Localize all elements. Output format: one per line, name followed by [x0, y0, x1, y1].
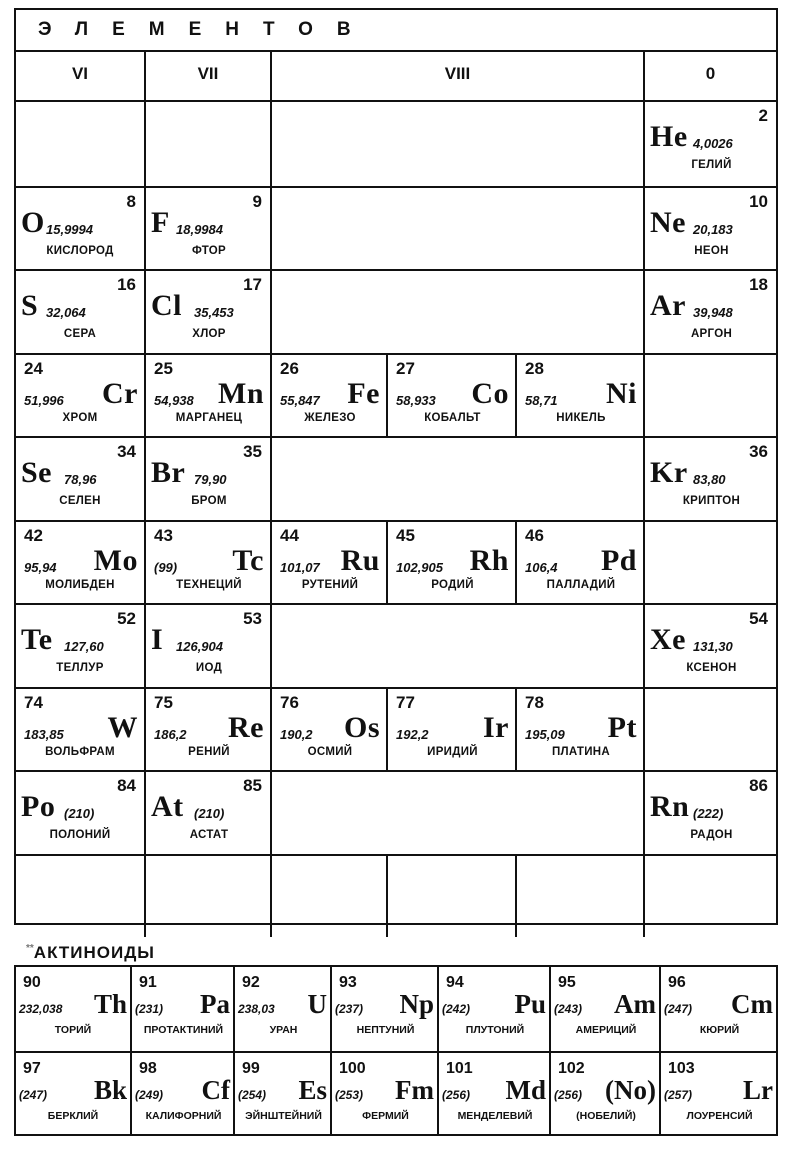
element-symbol: Ni [606, 376, 637, 410]
element-symbol: Cm [731, 989, 773, 1019]
element-symbol: Lr [743, 1074, 773, 1105]
element-cell [16, 102, 144, 186]
element-symbol: Pa [200, 989, 230, 1019]
element-symbol: Po [21, 790, 56, 823]
atomic-number: 101 [446, 1059, 473, 1077]
element-cell [643, 436, 776, 520]
atomic-number: 8 [126, 191, 136, 211]
element-cell [515, 520, 643, 604]
element-name: ХЛОР [192, 328, 226, 340]
element-cell [144, 687, 270, 771]
atomic-number: 98 [139, 1059, 157, 1077]
atomic-mass: 55,847 [280, 392, 320, 408]
atomic-number: 86 [749, 776, 768, 795]
element-cell [643, 770, 776, 854]
element-name: МАРГАНЕЦ [175, 411, 243, 424]
element-cell [16, 687, 144, 771]
atomic-number: 44 [280, 525, 299, 545]
actinoid-cell [16, 1051, 130, 1135]
element-symbol: Cr [102, 376, 138, 410]
element-symbol: Tc [232, 543, 264, 577]
element-symbol: Ar [650, 289, 686, 322]
element-cell [144, 186, 270, 270]
atomic-number: 74 [24, 692, 43, 712]
atomic-mass: 35,453 [194, 305, 234, 320]
atomic-number: 84 [117, 776, 136, 795]
element-cell [643, 854, 776, 938]
element-name: ГЕЛИЙ [691, 159, 732, 171]
element-cell [144, 854, 270, 938]
element-cell [643, 687, 776, 771]
element-symbol: Pu [514, 989, 546, 1019]
element-cell-empty [270, 603, 643, 687]
actinoid-cell [659, 1051, 776, 1135]
periodic-table-fragment [14, 8, 778, 925]
element-name: ФТОР [192, 244, 226, 257]
element-symbol: Te [21, 623, 53, 656]
element-cell [270, 520, 386, 604]
element-symbol: Es [298, 1074, 327, 1105]
element-name: (НОБЕЛИЙ) [576, 1109, 636, 1122]
element-symbol: Se [21, 456, 52, 489]
element-name: ВОЛЬФРАМ [45, 745, 115, 758]
element-cell [643, 269, 776, 353]
element-cell [144, 353, 270, 437]
atomic-number: 46 [525, 525, 544, 545]
element-symbol: Md [505, 1074, 546, 1105]
element-name: ЖЕЛЕЗО [304, 411, 356, 424]
element-cell [270, 854, 386, 938]
atomic-mass: 78,96 [64, 472, 97, 487]
atomic-mass: 192,2 [396, 726, 429, 742]
atomic-mass: 58,71 [525, 392, 558, 408]
atomic-number: 2 [758, 106, 768, 125]
atomic-mass: 54,938 [154, 392, 194, 408]
element-symbol: Rh [469, 543, 509, 577]
element-name: БРОМ [191, 495, 227, 507]
atomic-mass: (257) [664, 1087, 693, 1102]
atomic-number: 16 [117, 275, 136, 294]
atomic-number: 77 [396, 692, 415, 712]
element-cell [144, 102, 270, 186]
atomic-mass: 51,996 [24, 392, 64, 408]
element-name: ПАЛЛАДИЙ [546, 578, 616, 591]
atomic-mass: 4,0026 [693, 136, 733, 151]
element-name: ПЛАТИНА [551, 745, 611, 758]
element-cell-empty [270, 436, 643, 520]
element-cell [386, 353, 515, 437]
atomic-number: 9 [252, 191, 262, 211]
element-symbol: Os [343, 710, 380, 744]
actinoid-cell [437, 1051, 549, 1135]
element-name: РАДОН [690, 829, 733, 841]
atomic-number: 99 [242, 1059, 260, 1077]
element-symbol: Pd [600, 543, 637, 577]
element-name: ТЕЛЛУР [56, 662, 104, 674]
actinoids-heading [26, 943, 155, 963]
atomic-mass: 106,4 [525, 559, 558, 575]
atomic-mass: 101,07 [280, 559, 320, 575]
atomic-mass: (253) [335, 1087, 364, 1102]
atomic-mass: 190,2 [280, 726, 313, 742]
element-name: ИРИДИЙ [427, 745, 478, 758]
atomic-mass: 232,038 [19, 1002, 63, 1016]
actinoid-cell [549, 1051, 659, 1135]
element-symbol: Mn [218, 376, 264, 410]
element-symbol: Re [228, 710, 264, 744]
element-name: ТЕХНЕЦИЙ [176, 578, 242, 591]
atomic-mass: (242) [442, 1002, 471, 1016]
element-symbol: S [21, 289, 39, 322]
atomic-mass: 238,03 [238, 1002, 275, 1016]
atomic-number: 97 [23, 1059, 41, 1077]
element-symbol: Th [93, 989, 127, 1019]
atomic-number: 93 [339, 974, 357, 991]
atomic-mass: (254) [238, 1087, 267, 1102]
atomic-number: 90 [23, 974, 41, 991]
atomic-number: 91 [139, 974, 157, 991]
element-cell [144, 603, 270, 687]
element-name: ХРОМ [62, 411, 98, 424]
atomic-number: 42 [24, 525, 43, 545]
element-cell [515, 353, 643, 437]
actinoids-table [14, 965, 778, 1136]
element-symbol: Cl [151, 289, 182, 322]
element-name: КРИПТОН [682, 495, 741, 507]
atomic-mass: (210) [64, 806, 95, 821]
atomic-mass: 18,9984 [176, 221, 223, 237]
actinoid-cell [16, 967, 130, 1051]
element-cell [144, 770, 270, 854]
element-cell-empty [270, 102, 643, 186]
element-symbol: Bk [93, 1074, 127, 1105]
atomic-number: 75 [154, 692, 173, 712]
element-name: РОДИЙ [431, 578, 474, 591]
actinoid-cell [233, 1051, 330, 1135]
element-cell [270, 687, 386, 771]
atomic-number: 27 [396, 358, 415, 378]
element-symbol: At [151, 790, 184, 823]
atomic-number: 45 [396, 525, 415, 545]
element-symbol: I [151, 623, 164, 656]
element-name: МОЛИБДЕН [45, 578, 115, 591]
group-header-viii: VIII [270, 52, 643, 102]
element-name: АРГОН [690, 328, 733, 340]
element-name: АМЕРИЦИЙ [575, 1024, 637, 1036]
actinoid-cell [130, 967, 233, 1051]
element-symbol: He [650, 120, 688, 153]
element-name: КИСЛОРОД [46, 244, 114, 257]
element-name: КОБАЛЬТ [424, 411, 481, 424]
element-name: ТОРИЙ [54, 1024, 92, 1036]
element-symbol: Np [399, 989, 434, 1019]
element-name: ЭЙНШТЕЙНИЙ [245, 1109, 322, 1122]
atomic-mass: (256) [554, 1087, 583, 1102]
element-cell [515, 854, 643, 938]
actinoid-cell [437, 967, 549, 1051]
atomic-mass: (243) [554, 1002, 583, 1016]
element-name: ФЕРМИЙ [362, 1109, 409, 1122]
element-name: АСТАТ [189, 829, 229, 841]
actinoid-cell [659, 967, 776, 1051]
atomic-mass: (231) [135, 1002, 164, 1016]
atomic-mass: (222) [693, 806, 724, 821]
atomic-mass: 126,904 [176, 639, 223, 654]
atomic-number: 43 [154, 525, 173, 545]
element-symbol: Pt [607, 710, 637, 744]
element-cell [16, 186, 144, 270]
element-name: ИОД [195, 662, 223, 674]
element-name: НЕПТУНИЙ [356, 1024, 415, 1036]
atomic-number: 28 [525, 358, 544, 378]
actinoid-cell [330, 967, 437, 1051]
atomic-mass: 102,905 [396, 559, 443, 575]
atomic-number: 52 [117, 609, 136, 628]
actinoid-cell [330, 1051, 437, 1135]
atomic-number: 78 [525, 692, 544, 712]
atomic-number: 95 [558, 974, 576, 991]
atomic-number: 54 [749, 609, 768, 628]
atomic-mass: (99) [154, 559, 178, 575]
element-cell [386, 854, 515, 938]
element-name: СЕРА [63, 328, 97, 340]
atomic-number: 103 [668, 1059, 695, 1077]
element-name: КСЕНОН [686, 662, 737, 674]
atomic-mass: (247) [664, 1002, 693, 1016]
element-cell [515, 687, 643, 771]
element-symbol: Am [614, 989, 656, 1019]
element-symbol: Xe [650, 623, 686, 656]
element-symbol: Ne [650, 205, 686, 239]
element-cell [270, 353, 386, 437]
element-name: УРАН [269, 1024, 298, 1036]
atomic-mass: 58,933 [396, 392, 436, 408]
element-symbol: Fm [395, 1074, 434, 1105]
atomic-mass: 15,9994 [46, 221, 93, 237]
atomic-mass: 79,90 [194, 472, 227, 487]
asterisk-marker: ** [26, 943, 34, 954]
element-symbol: Mo [93, 543, 138, 577]
element-name: КАЛИФОРНИЙ [145, 1109, 222, 1122]
atomic-number: 100 [339, 1059, 366, 1077]
atomic-number: 94 [446, 974, 464, 991]
page-title: ЭЛЕМЕНТОВ [38, 19, 375, 40]
atomic-mass: 131,30 [693, 639, 733, 654]
element-cell [643, 186, 776, 270]
atomic-mass: 127,60 [64, 639, 104, 654]
element-symbol: F [151, 205, 170, 239]
element-symbol: U [307, 989, 327, 1019]
atomic-mass: (210) [194, 806, 225, 821]
element-cell [16, 603, 144, 687]
element-name: НИКЕЛЬ [556, 411, 606, 424]
element-cell [16, 770, 144, 854]
element-symbol: W [107, 710, 138, 744]
element-cell [386, 687, 515, 771]
element-name: ОСМИЙ [307, 745, 353, 758]
element-name: МЕНДЕЛЕВИЙ [457, 1109, 533, 1122]
element-cell [144, 269, 270, 353]
element-name: ПОЛОНИЙ [49, 829, 111, 841]
actinoid-cell [233, 967, 330, 1051]
atomic-number: 53 [243, 609, 262, 628]
element-cell-empty [270, 770, 643, 854]
atomic-number: 26 [280, 358, 299, 378]
atomic-number: 10 [749, 191, 768, 211]
atomic-number: 18 [749, 275, 768, 294]
element-cell [144, 520, 270, 604]
element-cell [643, 520, 776, 604]
atomic-number: 17 [243, 275, 262, 294]
element-symbol: Br [151, 456, 186, 489]
atomic-mass: 95,94 [24, 559, 57, 575]
atomic-mass: (247) [19, 1087, 48, 1102]
atomic-mass: (256) [442, 1087, 471, 1102]
element-cell-empty [270, 186, 643, 270]
element-cell [643, 353, 776, 437]
actinoid-cell [549, 967, 659, 1051]
element-symbol: Kr [650, 456, 688, 489]
element-cell [144, 436, 270, 520]
element-symbol: (No) [605, 1074, 656, 1105]
atomic-mass: 195,09 [525, 726, 565, 742]
atomic-mass: 183,85 [24, 726, 64, 742]
element-cell [643, 603, 776, 687]
element-cell [643, 102, 776, 186]
atomic-mass: (237) [335, 1002, 364, 1016]
atomic-mass: (249) [135, 1087, 164, 1102]
element-name: РЕНИЙ [188, 745, 230, 758]
atomic-number: 35 [243, 442, 262, 461]
title-row [16, 10, 776, 52]
element-cell-empty [270, 269, 643, 353]
element-cell [16, 854, 144, 938]
element-cell [16, 436, 144, 520]
atomic-mass: 39,948 [693, 305, 733, 320]
group-header-0: 0 [643, 52, 776, 102]
element-symbol: Ru [340, 543, 380, 577]
group-header-vii: VII [144, 52, 270, 102]
element-cell [16, 269, 144, 353]
element-cell [16, 520, 144, 604]
element-symbol: Ir [483, 710, 509, 744]
element-name: РУТЕНИЙ [301, 578, 359, 591]
atomic-number: 96 [668, 974, 686, 991]
atomic-number: 76 [280, 692, 299, 712]
element-cell [386, 520, 515, 604]
actinoids-label: АКТИНОИДЫ [33, 943, 155, 962]
element-name: СЕЛЕН [59, 495, 101, 507]
atomic-number: 36 [749, 442, 768, 461]
element-name: ПРОТАКТИНИЙ [143, 1024, 224, 1036]
atomic-number: 25 [154, 358, 173, 378]
atomic-mass: 83,80 [693, 472, 726, 487]
atomic-number: 102 [558, 1059, 585, 1077]
element-name: БЕРКЛИЙ [47, 1109, 99, 1122]
atomic-mass: 20,183 [693, 221, 733, 237]
atomic-number: 24 [24, 358, 43, 378]
element-symbol: Cf [201, 1074, 230, 1105]
element-name: ПЛУТОНИЙ [465, 1024, 525, 1036]
atomic-number: 34 [117, 442, 136, 461]
actinoid-cell [130, 1051, 233, 1135]
atomic-mass: 186,2 [154, 726, 187, 742]
element-name: НЕОН [694, 244, 729, 257]
atomic-number: 92 [242, 974, 260, 991]
element-symbol: O [21, 205, 45, 239]
element-symbol: Fe [347, 376, 380, 410]
element-cell [16, 353, 144, 437]
atomic-mass: 32,064 [46, 305, 86, 320]
element-name: КЮРИЙ [699, 1024, 740, 1036]
element-symbol: Rn [650, 790, 690, 823]
group-header-vi: VI [16, 52, 144, 102]
element-name: ЛОУРЕНСИЙ [686, 1109, 753, 1122]
atomic-number: 85 [243, 776, 262, 795]
element-symbol: Co [471, 376, 509, 410]
